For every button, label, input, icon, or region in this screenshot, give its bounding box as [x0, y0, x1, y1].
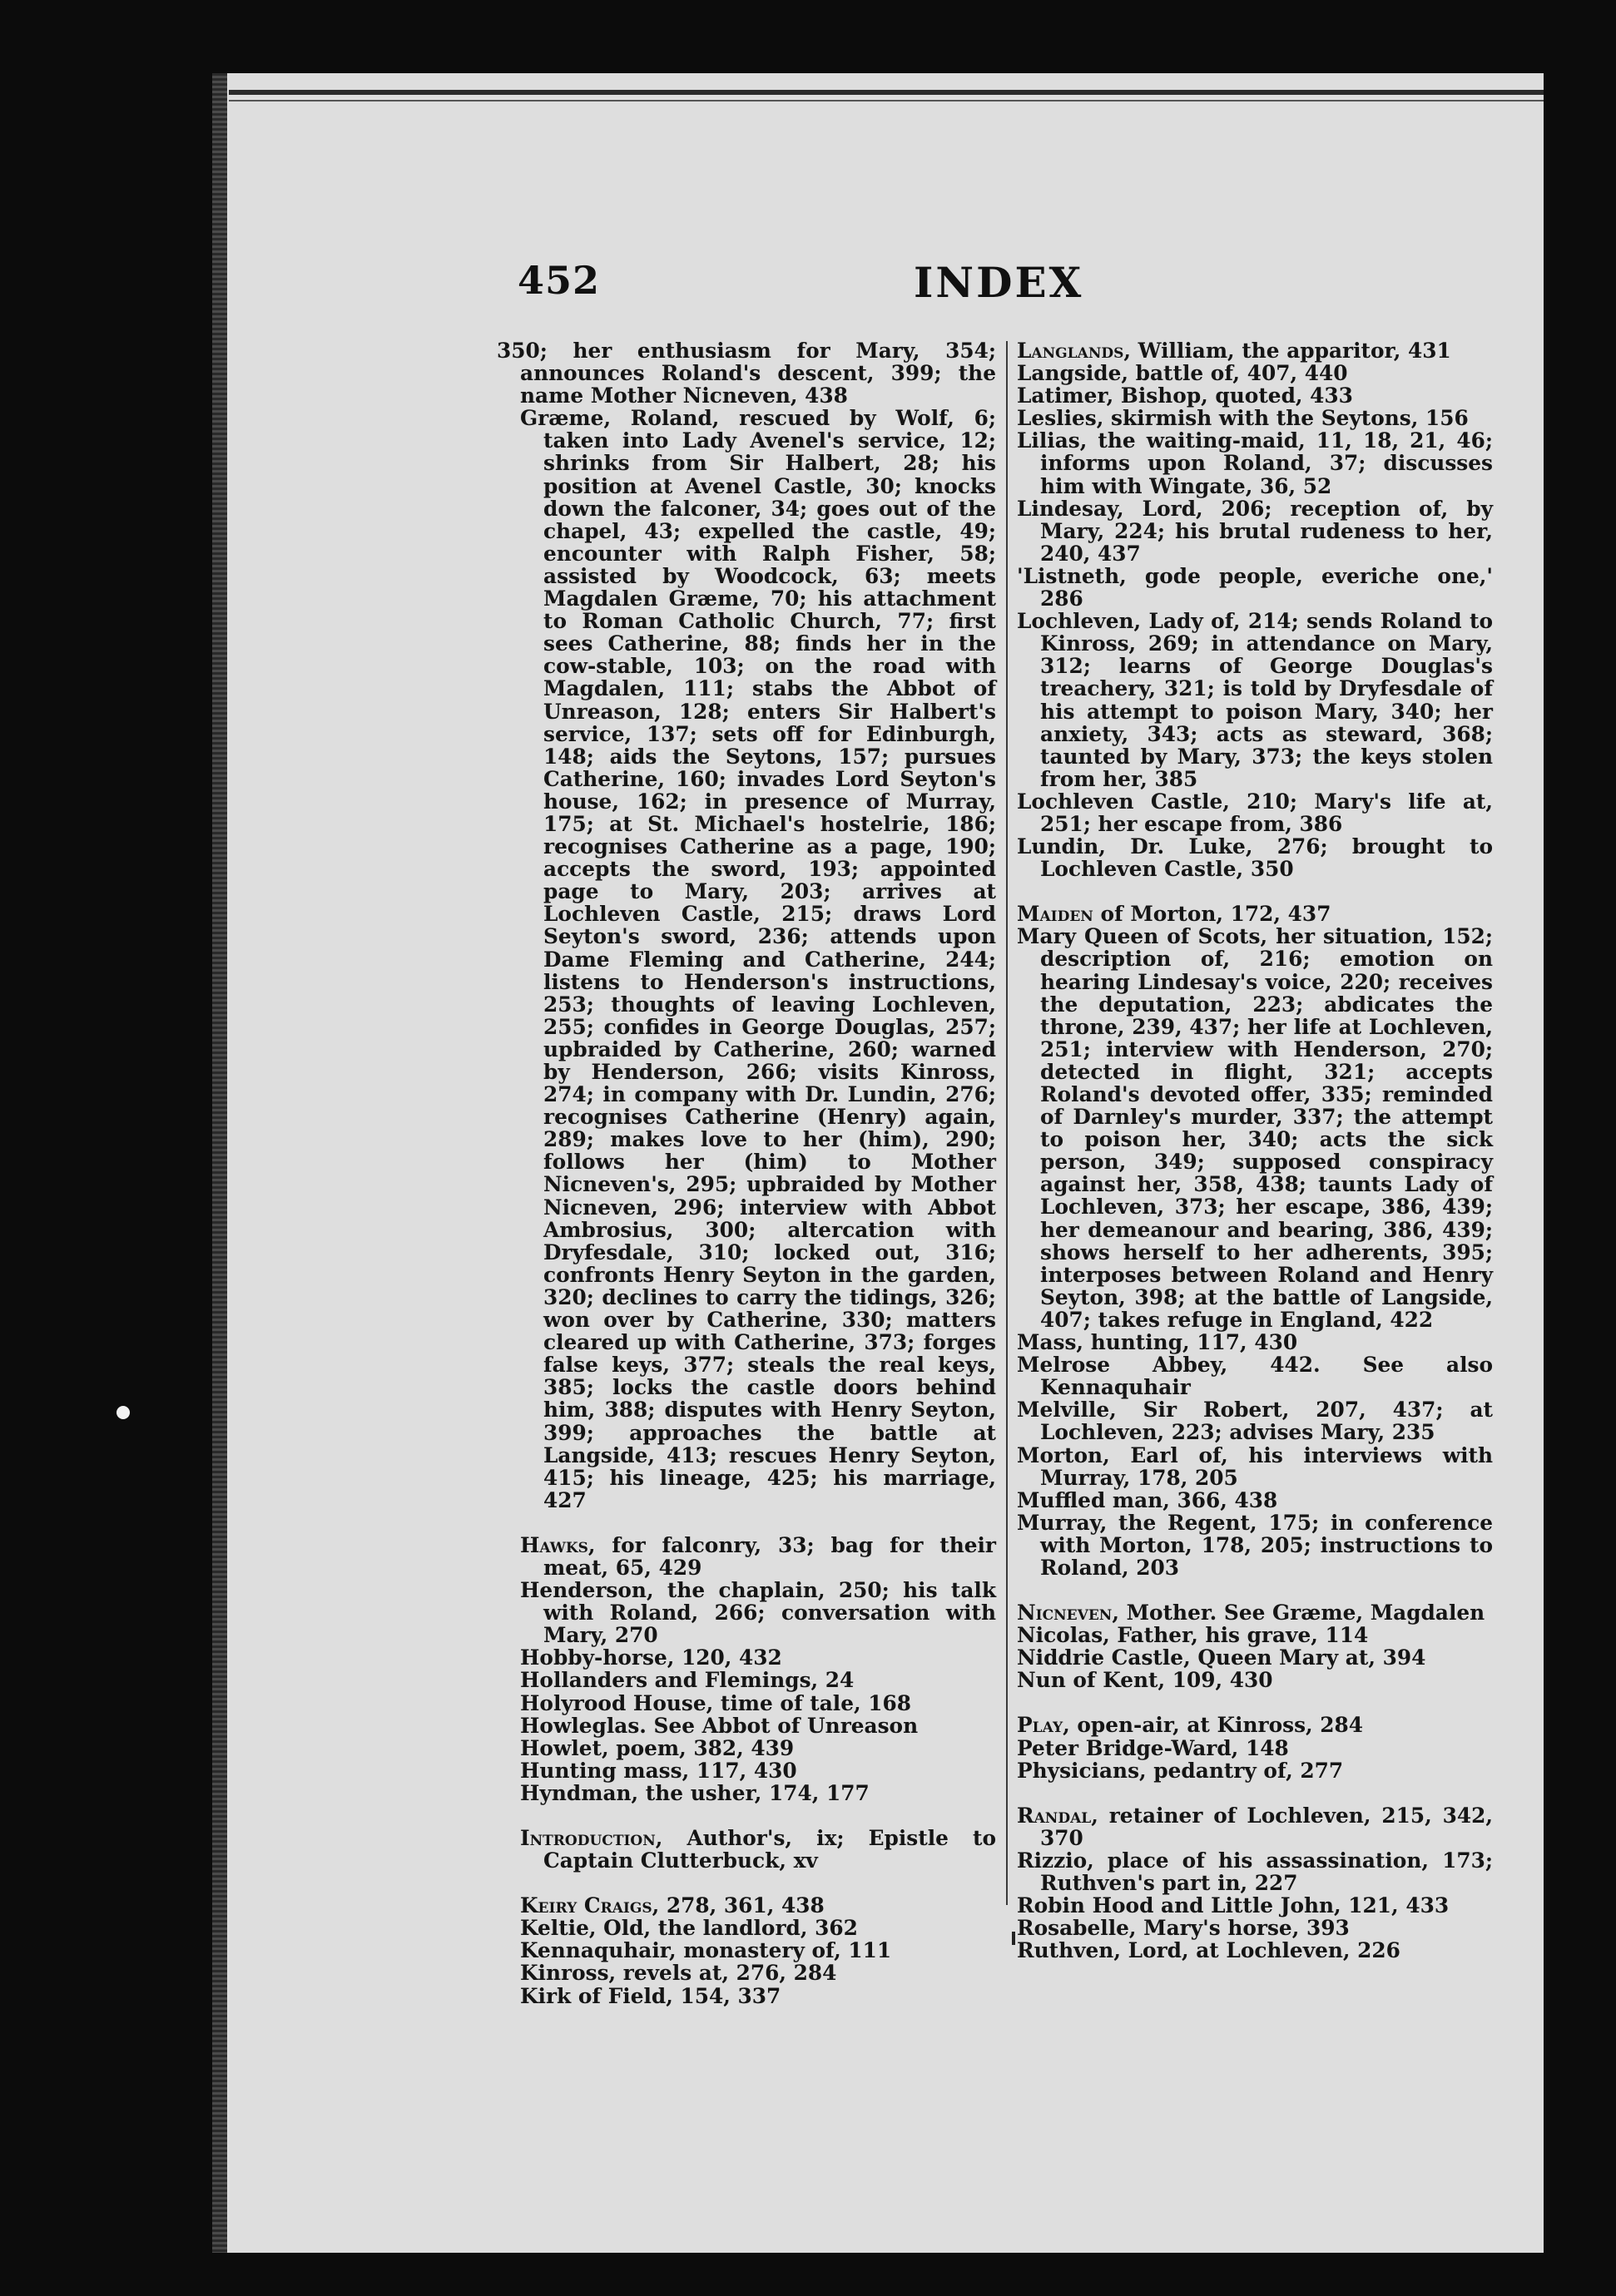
entry-text: Robin Hood and Little John, 121, 433 [1017, 1893, 1450, 1918]
index-column-right [1017, 339, 1493, 1962]
index-entry [520, 1579, 996, 1646]
entry-text: Lochleven Castle, 210; Mary's life at, 251; her escape from, 386 [1017, 789, 1493, 836]
entry-headword: Keiry Craigs [520, 1893, 652, 1918]
entry-text: , open-air, at Kinross, 284 [1063, 1713, 1364, 1738]
index-entry [1017, 903, 1493, 925]
entry-headword: Nicneven [1017, 1601, 1113, 1626]
entry-text: Howleglas. See Abbot of Unreason [520, 1713, 919, 1738]
entry-text: 'Listneth, gode people, everiche one,' 286 [1017, 563, 1493, 611]
index-entry [520, 1759, 996, 1782]
entry-text: Lindesay, Lord, 206; reception of, by Mary, 224; his brutal rudeness to her, 240, 437 [1017, 496, 1493, 566]
entry-headword: Maiden [1017, 902, 1093, 927]
index-column-left [497, 339, 996, 2008]
entry-text: Nicolas, Father, his grave, 114 [1017, 1623, 1369, 1648]
index-entry [520, 1646, 996, 1669]
index-entry [1017, 835, 1493, 880]
entry-text: Hyndman, the usher, 174, 177 [520, 1780, 870, 1805]
entry-text: , for falconry, 33; bag for their meat, 65, 429 [543, 1532, 996, 1580]
index-entry [1017, 497, 1493, 565]
entry-text: , Author's, ix; Epistle to Captain Clutterbuck, xv [543, 1826, 996, 1873]
entry-text: Melville, Sir Robert, 207, 437; at Lochleven, 223; advises Mary, 235 [1017, 1398, 1493, 1445]
index-entry [1017, 362, 1493, 384]
entry-text: Holyrood House, time of tale, 168 [520, 1690, 912, 1715]
entry-text: Henderson, the chaplain, 250; his talk with Roland, 266; conversation with Mary, 270 [520, 1578, 996, 1648]
index-entry [497, 339, 996, 408]
index-entry [520, 1917, 996, 1939]
index-entry [520, 1962, 996, 1984]
entry-gap [520, 1872, 996, 1894]
index-entry [1017, 1759, 1493, 1782]
index-entry [520, 1715, 996, 1737]
entry-headword: Randal [1017, 1803, 1092, 1828]
column-divider [1006, 341, 1008, 1905]
entry-text: of Morton, 172, 437 [1093, 902, 1331, 927]
index-entry [1017, 565, 1493, 610]
entry-gap [520, 1804, 996, 1827]
stray-mark [1012, 1932, 1015, 1945]
index-entry [1017, 1849, 1493, 1894]
top-rule [229, 90, 1544, 95]
entry-headword: Introduction [520, 1826, 656, 1850]
entry-text: Melrose Abbey, 442. See also Kennaquhair [1017, 1353, 1493, 1400]
entry-text: Muffled man, 366, 438 [1017, 1487, 1278, 1512]
index-entry [1017, 610, 1493, 790]
entry-text: Lilias, the waiting-maid, 11, 18, 21, 46; informs upon Roland, 37; discusses him with Wingate, 36, 52 [1017, 428, 1493, 498]
entry-text: Lochleven, Lady of, 214; sends Roland to Kinross, 269; in attendance on Mary, 312; learns of George Douglas's treachery, 321; is told by Dryfesdale of his attempt to poison Mary, 340; her anxiety, 343; acts as steward, 368; taunted by Mary, 373; the keys stolen from her, 385 [1017, 609, 1493, 791]
index-entry [1017, 1489, 1493, 1512]
index-entry [1017, 384, 1493, 407]
entry-text: Mary Queen of Scots, her situation, 152; description of, 216; emotion on hearing Lindesay's voice, 220; receives the deputation, 223; abdicates the throne, 239, 437; her life at Lochleven, 251; interview with Henderson, 270; detected in flight, 321; accepts Roland's devoted offer, 335; reminded of Darnley's murder, 337; the attempt to poison her, 340; acts the sick person, 349; supposed conspiracy against her, 358, 438; taunts Lady of Lochleven, 373; her escape, 386, 439; her demeanour and bearing, 386, 439; shows herself to her adherents, 395; interposes between Roland and Henry Seyton, 398; at the battle of Langside, 407; takes refuge in England, 422 [1017, 924, 1493, 1332]
index-entry [1017, 1939, 1493, 1962]
index-entry [1017, 925, 1493, 1331]
entry-text: Nun of Kent, 109, 430 [1017, 1668, 1273, 1693]
top-rule-thin [229, 100, 1544, 101]
entry-text: Physicians, pedantry of, 277 [1017, 1758, 1344, 1783]
entry-headword: Langlands [1017, 339, 1124, 363]
index-entry [1017, 1398, 1493, 1443]
running-head: INDEX [914, 258, 1084, 307]
entry-text: , 278, 361, 438 [652, 1893, 825, 1918]
page-edge [212, 73, 227, 2253]
index-entry [1017, 1331, 1493, 1353]
index-entry [1017, 1917, 1493, 1939]
index-entry [1017, 790, 1493, 835]
entry-text: Hollanders and Flemings, 24 [520, 1668, 855, 1693]
entry-text: Lundin, Dr. Luke, 276; brought to Lochleven Castle, 350 [1017, 834, 1493, 882]
index-entry [520, 407, 996, 1512]
entry-headword: Hawks [520, 1532, 588, 1557]
entry-text: , retainer of Lochleven, 215, 342, 370 [1040, 1803, 1493, 1850]
page-number: 452 [518, 258, 601, 303]
entry-text: , Roland, rescued by Wolf, 6; taken into Lady Avenel's service, 12; shrinks from Sir Halbert, 28; his position at Avenel Castle, 30; knocks down the falconer, 34; goes out of the chapel, 43; expelled the castle, 49; encounter with Ralph Fisher, 58; assisted by Woodcock, 63; meets Magdalen Græme, 70; his attachment to Roman Catholic Church, 77; first sees Catherine, 88; finds her in the cow-stable, 103; on the road with Magdalen, 111; stabs the Abbot of Unreason, 128; enters Sir Halbert's service, 137; sets off for Edinburgh, 148; aids the Seytons, 157; pursues Catherine, 160; invades Lord Seyton's house, 162; in presence of Murray, 175; at St. Michael's hostelrie, 186; recognises Catherine as a page, 190; accepts the sword, 193; appointed page to Mary, 203; arrives at Lochleven Castle, 215; draws Lord Seyton's sword, 236; attends upon Dame Fleming and Catherine, 244; listens to Henderson's instructions, 253; thoughts of leaving Lochleven, 255; confides in George Douglas, 257; upbraided by Catherine, 260; warned by Henderson, 266; visits Kinross, 274; in company with Dr. Lundin, 276; recognises Catherine (Henry) again, 289; makes love to her (him), 290; follows her (him) to Mother Nicneven's, 295; upbraided by Mother Nicneven, 296; interview with Abbot Ambrosius, 300; altercation with Dryfesdale, 310; locked out, 316; confronts Henry Seyton in the garden, 320; declines to carry the tidings, 326; won over by Catherine, 330; matters cleared up with Catherine, 373; forges false keys, 377; steals the real keys, 385; locks the castle doors behind him, 388; disputes with Henry Seyton, 399; approaches the battle at Langside, 413; rescues Henry Seyton, 415; his lineage, 425; his marriage, 427 [543, 406, 996, 1512]
index-entry [520, 1985, 996, 2007]
entry-gap [1017, 1782, 1493, 1804]
entry-headword: Græme [520, 406, 604, 431]
entry-text: Ruthven, Lord, at Lochleven, 226 [1017, 1938, 1400, 1963]
index-entry [520, 1894, 996, 1917]
entry-headword: Play [1017, 1713, 1063, 1738]
index-entry [520, 1692, 996, 1715]
index-entry [1017, 1624, 1493, 1646]
entry-gap [1017, 880, 1493, 903]
index-entry [520, 1669, 996, 1691]
entry-text: Murray, the Regent, 175; in conference with Morton, 178, 205; instructions to Roland, 203 [1017, 1510, 1493, 1580]
index-entry [1017, 1353, 1493, 1398]
index-entry [1017, 429, 1493, 497]
entry-text: Peter Bridge-Ward, 148 [1017, 1735, 1289, 1760]
entry-text: Kinross, revels at, 276, 284 [520, 1961, 837, 1986]
entry-gap [520, 1512, 996, 1534]
entry-text: Morton, Earl of, his interviews with Murray, 178, 205 [1017, 1442, 1493, 1490]
index-entry [1017, 1601, 1493, 1624]
entry-text: Rizzio, place of his assassination, 173; Ruthven's part in, 227 [1017, 1848, 1493, 1895]
entry-text: Mass, hunting, 117, 430 [1017, 1330, 1298, 1355]
entry-text: Rosabelle, Mary's horse, 393 [1017, 1916, 1350, 1941]
index-entry [1017, 1737, 1493, 1759]
index-entry [1017, 1714, 1493, 1736]
entry-gap [1017, 1691, 1493, 1714]
entry-text: Niddrie Castle, Queen Mary at, 394 [1017, 1645, 1426, 1670]
index-entry [1017, 1444, 1493, 1489]
entry-text: Keltie, Old, the landlord, 362 [520, 1916, 858, 1941]
entry-text: , Mother. See Græme, Magdalen [1112, 1601, 1485, 1626]
index-entry [1017, 1669, 1493, 1691]
entry-text: Hunting mass, 117, 430 [520, 1758, 797, 1783]
index-entry [1017, 339, 1493, 362]
entry-text: Hobby-horse, 120, 432 [520, 1645, 782, 1670]
entry-text: 350; her enthusiasm for Mary, 354; announces Roland's descent, 399; the name Mother Nicneven, 438 [497, 339, 996, 408]
index-entry [1017, 1894, 1493, 1917]
index-entry [520, 1737, 996, 1759]
entry-text: Langside, battle of, 407, 440 [1017, 361, 1348, 386]
entry-text: Kennaquhair, monastery of, 111 [520, 1938, 892, 1963]
index-entry [520, 1827, 996, 1872]
index-entry [520, 1782, 996, 1804]
index-entry [1017, 407, 1493, 429]
entry-text: Kirk of Field, 154, 337 [520, 1983, 781, 2008]
entry-text: Howlet, poem, 382, 439 [520, 1735, 795, 1760]
entry-text: Leslies, skirmish with the Seytons, 156 [1017, 406, 1469, 431]
entry-gap [1017, 1579, 1493, 1601]
index-entry [1017, 1646, 1493, 1669]
entry-text: Latimer, Bishop, quoted, 433 [1017, 383, 1353, 408]
index-entry [1017, 1512, 1493, 1579]
entry-text: , William, the apparitor, 431 [1123, 339, 1451, 363]
index-entry [520, 1534, 996, 1579]
margin-mark [116, 1406, 130, 1419]
index-entry [1017, 1804, 1493, 1849]
index-entry [520, 1939, 996, 1962]
